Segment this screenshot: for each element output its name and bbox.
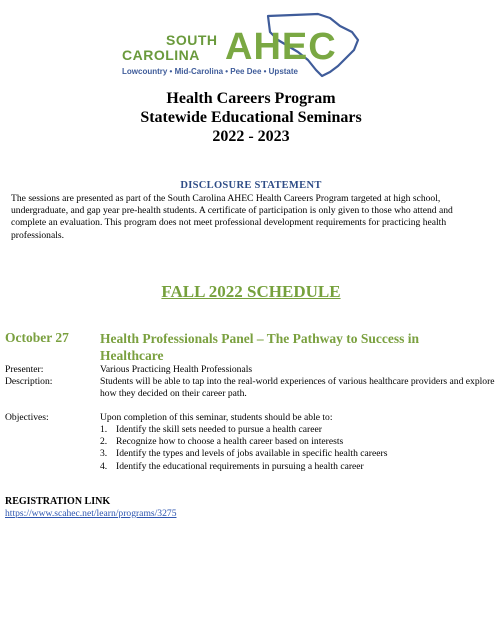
- program-years: 2022 - 2023: [212, 128, 290, 145]
- list-item-number: 1.: [100, 424, 108, 435]
- list-item-text: Identify the types and levels of jobs available in specific health careers: [116, 448, 388, 460]
- schedule-heading: FALL 2022 SCHEDULE: [161, 282, 341, 301]
- objectives-intro: Upon completion of this seminar, students should be able to:: [100, 412, 333, 423]
- list-item-number: 3.: [100, 448, 108, 460]
- logo-regions-text: Lowcountry • Mid-Carolina • Pee Dee • Upstate: [122, 67, 298, 76]
- list-item-text: Recognize how to choose a health career based on interests: [116, 436, 344, 448]
- sc-ahec-logo: [118, 10, 368, 82]
- registration-heading: REGISTRATION LINK: [5, 496, 111, 507]
- list-item-number: 2.: [100, 436, 108, 448]
- program-title: Health Careers Program: [166, 90, 336, 107]
- program-subtitle: Statewide Educational Seminars: [140, 109, 362, 126]
- presenter-value: Various Practicing Health Professionals: [100, 364, 253, 375]
- logo-carolina-text: CAROLINA: [122, 47, 200, 63]
- description-value: Students will be able to tap into the real-world experiences of various healthcare providers and explore how they decided on their career path.: [100, 376, 495, 400]
- event-date: October 27: [5, 330, 69, 345]
- objectives-list: [100, 424, 387, 473]
- objectives-label: Objectives:: [5, 412, 49, 423]
- logo-ahec-text: AHEC: [225, 26, 337, 68]
- presenter-label: Presenter:: [5, 364, 44, 375]
- disclosure-body: The sessions are presented as part of the South Carolina AHEC Health Careers Program targeted at high school, undergraduate, and gap year pre-health students. A certificate of participation is only given to those who attend and complete an evaluation. This program does not meet professional development requirements for practicing health professionals.: [11, 193, 453, 241]
- list-item: [100, 436, 387, 448]
- registration-link[interactable]: https://www.scahec.net/learn/programs/3275: [5, 508, 177, 519]
- disclosure-heading: DISCLOSURE STATEMENT: [180, 180, 322, 191]
- list-item: [100, 424, 387, 436]
- list-item-text: Identify the educational requirements in pursuing a health career: [116, 460, 364, 472]
- list-item: [100, 461, 387, 473]
- list-item-number: 4.: [100, 460, 108, 472]
- list-item-text: Identify the skill sets needed to pursue a health career: [116, 424, 322, 435]
- list-item: [100, 448, 387, 460]
- logo-south-text: SOUTH: [166, 32, 218, 48]
- event-title: Health Professionals Panel – The Pathway to Success in Healthcare: [100, 331, 420, 363]
- description-label: Description:: [5, 376, 53, 387]
